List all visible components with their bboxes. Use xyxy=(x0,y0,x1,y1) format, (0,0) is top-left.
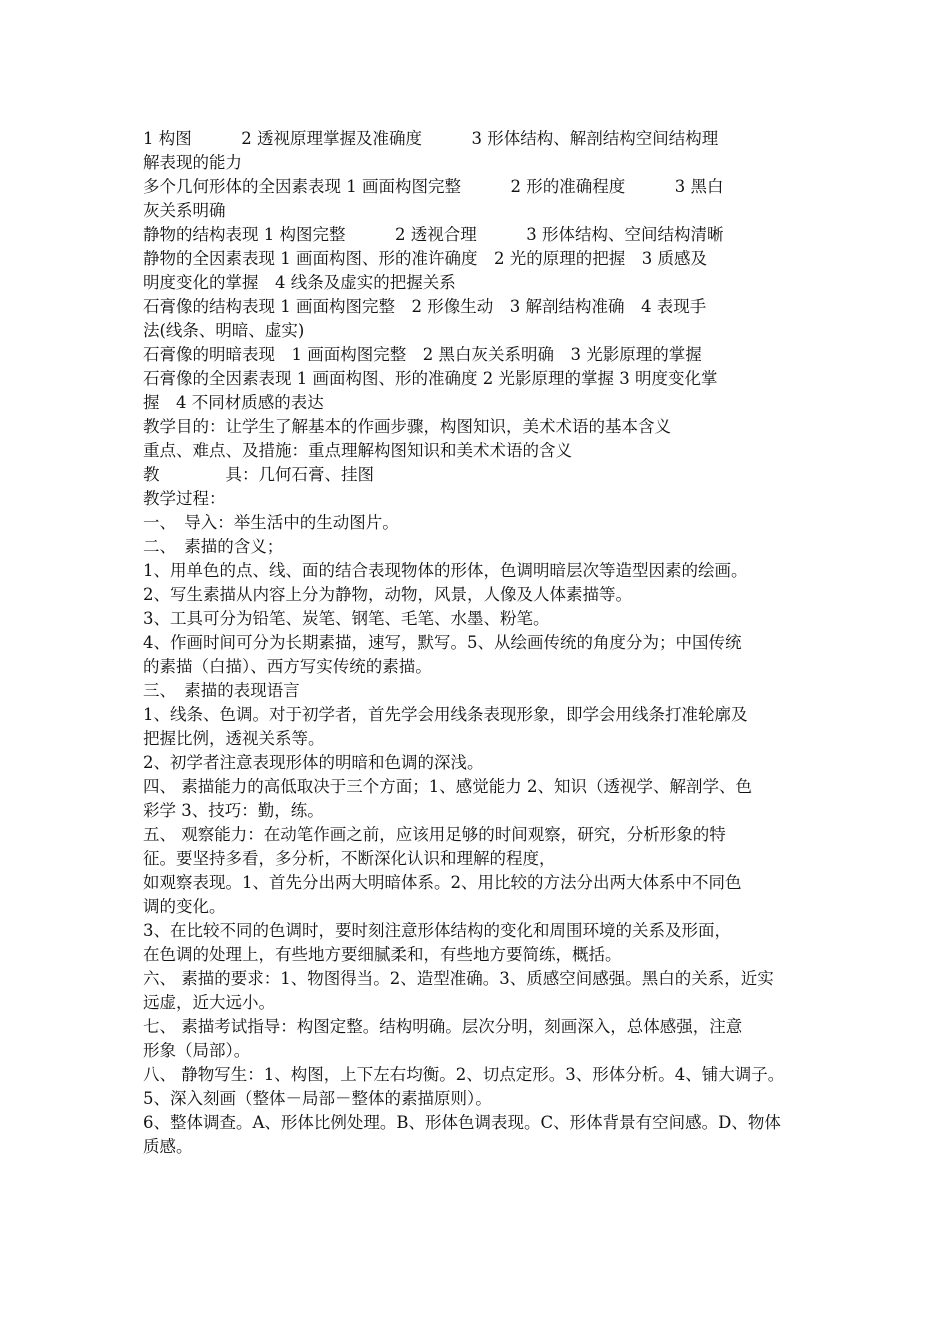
text-line: 形象（局部）。 xyxy=(143,1041,251,1060)
text-line: 七、 素描考试指导：构图定整。结构明确。层次分明，刻画深入，总体感强，注意 xyxy=(143,1017,743,1036)
text-line: 把握比例，透视关系等。 xyxy=(143,729,325,748)
text-line: 4、作画时间可分为长期素描，速写，默写。5、从绘画传统的角度分为；中国传统 xyxy=(143,633,742,652)
text-line: 5、深入刻画（整体－局部－整体的素描原则）。 xyxy=(143,1089,492,1108)
text-line: 握 4 不同材质感的表达 xyxy=(143,393,324,412)
text-line: 在色调的处理上，有些地方要细腻柔和，有些地方要简练，概括。 xyxy=(143,945,622,964)
text-line: 石膏像的结构表现 1 画面构图完整 2 形像生动 3 解剖结构准确 4 表现手 xyxy=(143,297,707,316)
text-line: 调的变化。 xyxy=(143,897,226,916)
text-line: 2、初学者注意表现形体的明暗和色调的深浅。 xyxy=(143,753,484,772)
text-line: 1、线条、色调。对于初学者，首先学会用线条表现形象，即学会用线条打准轮廓及 xyxy=(143,705,748,724)
text-line: 石膏像的全因素表现 1 画面构图、形的准确度 2 光影原理的掌握 3 明度变化掌 xyxy=(143,369,718,388)
text-line: 解表现的能力 xyxy=(143,153,242,172)
text-line: 1、用单色的点、线、面的结合表现物体的形体，色调明暗层次等造型因素的绘画。 xyxy=(143,561,748,580)
text-line: 灰关系明确 xyxy=(143,201,226,220)
text-line: 2、写生素描从内容上分为静物，动物，风景，人像及人体素描等。 xyxy=(143,585,632,604)
text-line: 法(线条、明暗、虚实) xyxy=(143,321,305,340)
text-line: 1 构图 2 透视原理掌握及准确度 3 形体结构、解剖结构空间结构理 xyxy=(143,129,719,148)
text-line: 六、 素描的要求：1、物图得当。2、造型准确。3、质感空间感强。黑白的关系，近实 xyxy=(143,969,774,988)
text-line: 八、 静物写生：1、构图，上下左右均衡。2、切点定形。3、形体分析。4、铺大调子。 xyxy=(143,1065,785,1084)
text-line: 五、 观察能力：在动笔作画之前，应该用足够的时间观察，研究，分析形象的特 xyxy=(143,825,726,844)
text-line: 教 具：几何石膏、挂图 xyxy=(143,465,374,484)
text-line: 6、整体调查。A、形体比例处理。B、形体色调表现。C、形体背景有空间感。D、物体 xyxy=(143,1113,781,1132)
text-line: 远虚，近大远小。 xyxy=(143,993,275,1012)
text-line: 静物的全因素表现 1 画面构图、形的准许确度 2 光的原理的把握 3 质感及 xyxy=(143,249,707,268)
text-line: 三、 素描的表现语言 xyxy=(143,681,300,700)
text-line: 3、在比较不同的色调时，要时刻注意形体结构的变化和周围环境的关系及形面， xyxy=(143,921,731,940)
text-line: 明度变化的掌握 4 线条及虚实的把握关系 xyxy=(143,273,456,292)
text-line: 一、 导入：举生活中的生动图片。 xyxy=(143,513,399,532)
text-line: 二、 素描的含义； xyxy=(143,537,284,556)
text-line: 石膏像的明暗表现 1 画面构图完整 2 黑白灰关系明确 3 光影原理的掌握 xyxy=(143,345,702,364)
text-line: 多个几何形体的全因素表现 1 画面构图完整 2 形的准确程度 3 黑白 xyxy=(143,177,724,196)
text-line: 四、 素描能力的高低取决于三个方面；1、感觉能力 2、知识（透视学、解剖学、色 xyxy=(143,777,752,796)
text-line: 静物的结构表现 1 构图完整 2 透视合理 3 形体结构、空间结构清晰 xyxy=(143,225,724,244)
text-line: 教学过程： xyxy=(143,489,226,508)
text-line: 教学目的：让学生了解基本的作画步骤，构图知识，美术术语的基本含义 xyxy=(143,417,671,436)
text-line: 3、工具可分为铅笔、炭笔、钢笔、毛笔、水墨、粉笔。 xyxy=(143,609,550,628)
text-line: 重点、难点、及措施：重点理解构图知识和美术术语的含义 xyxy=(143,441,572,460)
text-line: 如观察表现。1、首先分出两大明暗体系。2、用比较的方法分出两大体系中不同色 xyxy=(143,873,742,892)
text-line: 质感。 xyxy=(143,1137,193,1156)
text-line: 彩学 3、技巧：勤，练。 xyxy=(143,801,324,820)
text-line: 征。要坚持多看，多分析，不断深化认识和理解的程度， xyxy=(143,849,556,868)
document-body xyxy=(143,127,807,1159)
text-line: 的素描（白描）、西方写实传统的素描。 xyxy=(143,657,432,676)
